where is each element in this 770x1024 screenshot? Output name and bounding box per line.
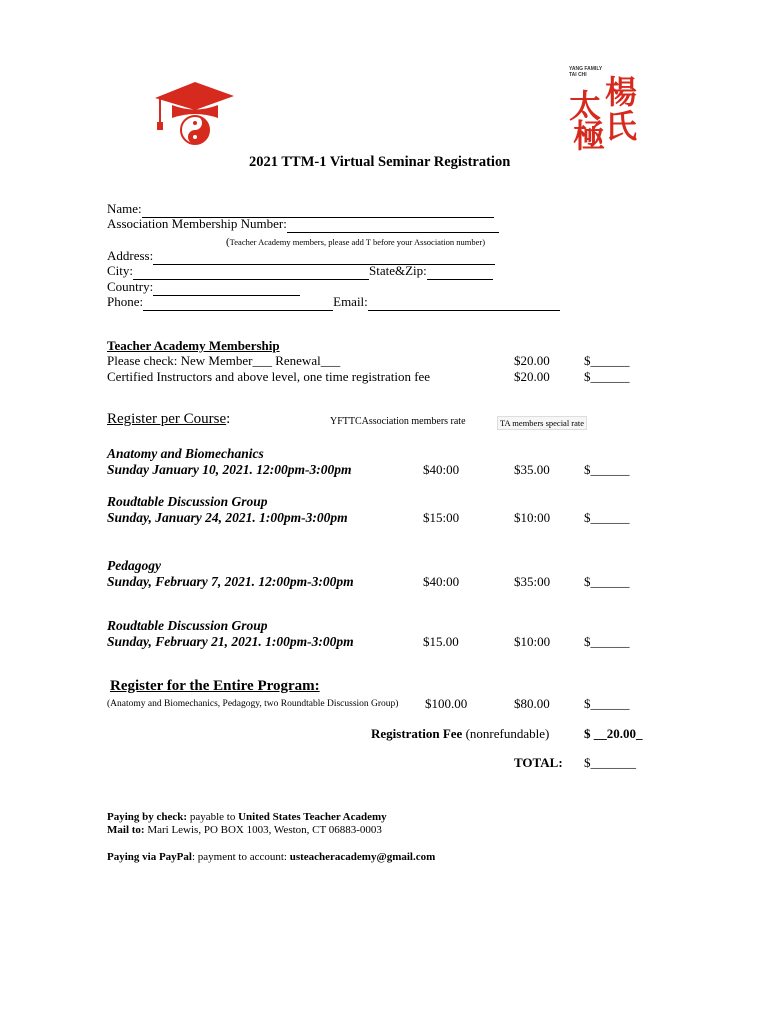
membership-check-line: Please check: New Member___ Renewal___	[107, 353, 341, 368]
membership-label: Association Membership Number:	[107, 216, 287, 231]
membership-blank-1[interactable]: $______	[584, 353, 630, 368]
course-title: Pedagogy	[107, 558, 161, 573]
entire-program-note: (Anatomy and Biomechanics, Pedagogy, two Roundtable Discussion Group)	[107, 699, 399, 709]
yang-family-taichi-logo: YANG FAMILY TAI CHI 楊 氏 太 極	[569, 66, 638, 155]
course-ta-rate: $35.00	[514, 462, 550, 477]
course-ta-rate: $10:00	[514, 634, 551, 649]
payment-check-line: Paying by check: payable to United States Teacher Academy	[107, 811, 387, 823]
course-rate: $40:00	[423, 462, 460, 477]
membership-price-2: $20.00	[514, 369, 550, 384]
entire-program-rate: $100.00	[425, 696, 468, 711]
phone-label: Phone:	[107, 294, 144, 309]
entire-program-ta-rate: $80.00	[514, 696, 550, 711]
registration-fee-row	[371, 726, 549, 742]
course-rate: $15.00	[423, 634, 459, 649]
course-date: Sunday, January 24, 2021. 1:00pm-3:00pm	[107, 510, 348, 525]
course-date: Sunday, February 21, 2021. 1:00pm-3:00pm	[107, 634, 354, 649]
name-label: Name:	[107, 201, 142, 216]
course-title: Roudtable Discussion Group	[107, 618, 268, 633]
course-date: Sunday January 10, 2021. 12:00pm-3:00pm	[107, 462, 352, 477]
entire-program-blank[interactable]: $______	[584, 696, 630, 711]
payment-paypal-line: Paying via PayPal: payment to account: usteacheracademy@gmail.com	[107, 851, 436, 863]
registration-fee-label: Registration Fee	[371, 726, 463, 741]
city-input[interactable]	[133, 263, 369, 280]
page-title: 2021 TTM-1 Virtual Seminar Registration	[249, 154, 511, 170]
membership-blank-2[interactable]: $______	[584, 369, 630, 384]
ta-rate-header: TA members special rate	[497, 416, 587, 430]
address-label: Address:	[107, 248, 154, 263]
course-date: Sunday, February 7, 2021. 12:00pm-3:00pm	[107, 574, 354, 589]
city-state-row	[107, 263, 493, 280]
course-item	[107, 494, 348, 526]
membership-note: (Teacher Academy members, please add T before your Association number)	[226, 236, 486, 248]
membership-fee-line: Certified Instructors and above level, one time registration fee	[107, 369, 431, 384]
membership-number-input[interactable]	[287, 216, 499, 233]
membership-price-1: $20.00	[514, 353, 550, 368]
statezip-label: State&Zip:	[369, 263, 427, 278]
course-item	[107, 558, 354, 590]
country-label: Country:	[107, 279, 154, 294]
course-rate: $40:00	[423, 574, 460, 589]
course-ta-rate: $10:00	[514, 510, 551, 525]
course-blank[interactable]: $______	[584, 462, 630, 477]
course-title: Roudtable Discussion Group	[107, 494, 268, 509]
course-ta-rate: $35:00	[514, 574, 551, 589]
city-label: City:	[107, 263, 134, 278]
course-blank[interactable]: $______	[584, 510, 630, 525]
course-blank[interactable]: $______	[584, 574, 630, 589]
course-blank[interactable]: $______	[584, 634, 630, 649]
paypal-account: usteacheracademy@gmail.com	[289, 851, 436, 863]
graduation-cap-taichi-logo	[150, 78, 240, 148]
total-label: TOTAL:	[514, 755, 563, 770]
payment-mail-line: Mail to: Mari Lewis, PO BOX 1003, Weston, CT 06883-0003	[107, 824, 382, 836]
membership-heading: Teacher Academy Membership	[107, 338, 280, 353]
entire-program-heading: Register for the Entire Program:	[110, 678, 320, 694]
phone-input[interactable]	[143, 294, 333, 311]
course-rate: $15:00	[423, 510, 460, 525]
members-rate-header: YFTTCAssociation members rate	[330, 416, 466, 427]
total-value[interactable]: $_______	[584, 755, 636, 770]
course-item	[107, 618, 354, 650]
register-per-course-heading: Register per Course:	[107, 411, 231, 427]
phone-email-row	[107, 294, 560, 311]
registration-fee-value: $ __20.00_	[584, 726, 643, 741]
course-title: Anatomy and Biomechanics	[107, 446, 264, 461]
course-item	[107, 446, 352, 478]
email-input[interactable]	[368, 294, 560, 311]
logo-caption: YANG FAMILY TAI CHI	[569, 66, 603, 78]
membership-field-row	[107, 216, 499, 233]
email-label: Email:	[333, 294, 368, 309]
registration-fee-note: (nonrefundable)	[465, 726, 550, 741]
statezip-input[interactable]	[427, 263, 493, 280]
